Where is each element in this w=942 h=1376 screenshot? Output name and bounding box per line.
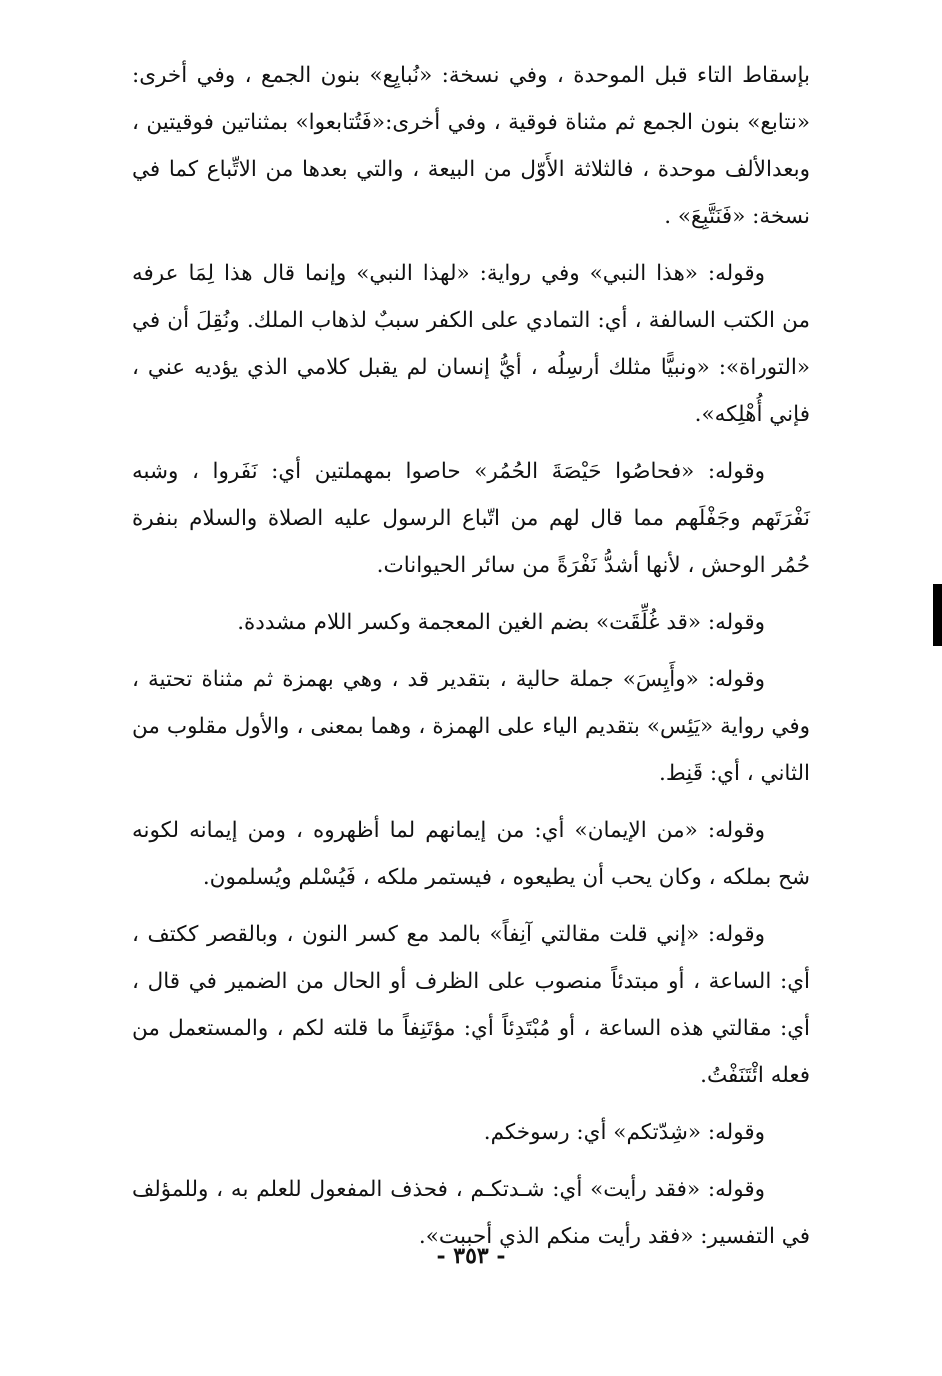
paragraph-1: بإسقاط التاء قبل الموحدة ، وفي نسخة: «نُبايِع» بنون الجمع ، وفي أخرى: «نتابع» بنون الجمع ثم مثناة فوقية ، وفي أخرى:«فَتُتابعوا» بمثناتين فوقيتين ، وبعدالألف موحدة ، فالثلاثة الأَوّل من البيعة ، والتي بعدها من الاتِّباع كما في نسخة: «فَنَتَّبِعَ» .	[132, 63, 810, 229]
paragraph-2: وقوله: «هذا النبي» وفي رواية: «لهذا النبي» وإنما قال هذا لِمَا عرفه من الكتب السالفة ، أي: التمادي على الكفر سببٌ لذهاب الملك. ونُقِلَ أن في «التوراة»: «ونبيًّا مثلك أرسِلُه ، أيُّ إنسان لم يقبل كلامي الذي يؤديه عني ، فإني أُهْلِكه».	[132, 261, 810, 427]
paragraph-5: وقوله: «وأَيِسَ» جملة حالية ، بتقدير قد ، وهي بهمزة ثم مثناة تحتية ، وفي رواية «يَئِس» بتقديم الياء على الهمزة ، وهما بمعنى ، والأول مقلوب من الثاني ، أي: قَنِط.	[132, 667, 810, 786]
paragraph-9: وقوله: «فقد رأيت» أي: شـدتكـم ، فحذف المفعول للعلم به ، وللمؤلف في التفسير: «فقد رأيت منكم الذي أحببت».	[132, 1177, 810, 1249]
paragraph-7: وقوله: «إني قلت مقالتي آنِفاً» بالمد مع كسر النون ، وبالقصر ككتف ، أي: الساعة ، أو مبتدئاً منصوب على الظرف أو الحال من الضمير في قال ، أي: مقالتي هذه الساعة ، أو مُبْتَدِئاً أي: مؤتَنِفاً ما قلته لكم ، والمستعمل من فعله ائْتَنَفْتُ.	[132, 922, 810, 1088]
paragraph-6: وقوله: «من الإيمان» أي: من إيمانهم لما أظهروه ، ومن إيمانه لكونه شح بملكه ، وكان يحب أن يطيعوه ، فيستمر ملكه ، فَيُسْلم ويُسلمون.	[132, 818, 810, 890]
page-number: - ٣٥٣ -	[436, 1243, 506, 1269]
paragraph-8: وقوله: «شِدّتكم» أي: رسوخكم.	[483, 1120, 765, 1145]
page-body	[132, 52, 810, 1270]
paragraph-3: وقوله: «فحاصُوا حَيْصَةَ الحُمُر» حاصوا بمهملتين أي: نَفَروا ، وشبه نَفْرَتَهم وجَفْلَهم مما قال لهم من اتّباع الرسول عليه الصلاة والسلام بنفرة حُمُر الوحش ، لأنها أشدُّ نَفْرَةً من سائر الحيوانات.	[132, 459, 810, 578]
paragraph-4: وقوله: «قد غُلِّقَت» بضم الغين المعجمة وكسر اللام مشددة.	[237, 610, 765, 635]
page-edge-marker	[933, 584, 942, 646]
